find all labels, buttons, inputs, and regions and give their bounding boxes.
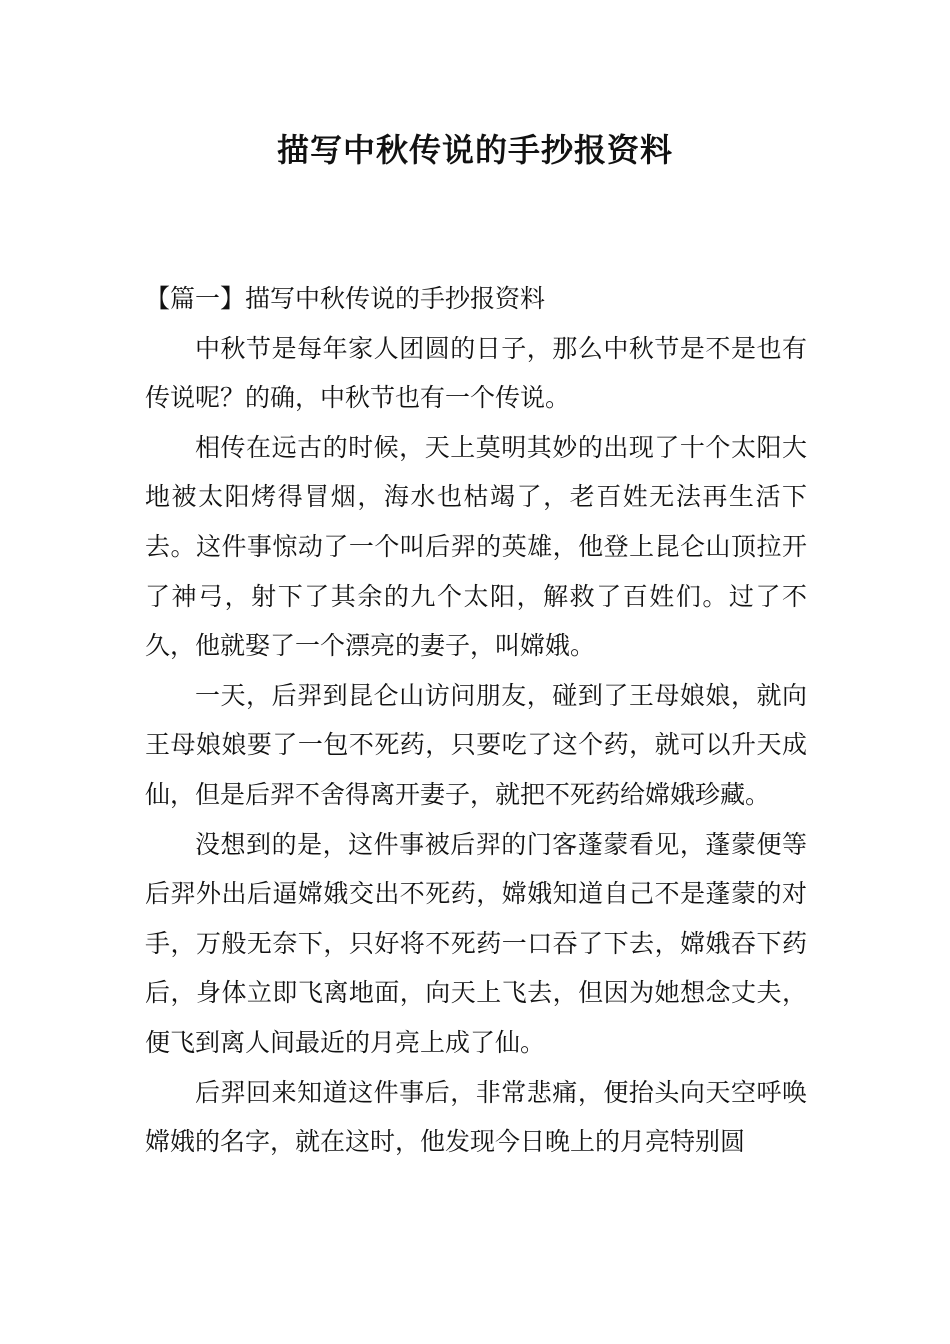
document-body bbox=[145, 274, 807, 1167]
paragraph: 中秋节是每年家人团圆的日子，那么中秋节是不是也有传说呢？的确，中秋节也有一个传说。 bbox=[145, 333, 807, 413]
paragraph: 没想到的是，这件事被后羿的门客蓬蒙看见，蓬蒙便等后羿外出后逼嫦娥交出不死药，嫦娥知道自己不是蓬蒙的对手，万般无奈下，只好将不死药一口吞了下去，嫦娥吞下药后，身体立即飞离地面，向天上飞去，但因为她想念丈夫，便飞到离人间最近的月亮上成了仙。 bbox=[145, 829, 807, 1057]
paragraph: 相传在远古的时候，天上莫明其妙的出现了十个太阳大地被太阳烤得冒烟，海水也枯竭了，老百姓无法再生活下去。这件事惊动了一个叫后羿的英雄，他登上昆仑山顶拉开了神弓，射下了其余的九个太阳，解救了百姓们。过了不久，他就娶了一个漂亮的妻子，叫嫦娥。 bbox=[145, 432, 807, 661]
paragraph: 一天，后羿到昆仑山访问朋友，碰到了王母娘娘，就向王母娘娘要了一包不死药，只要吃了这个药，就可以升天成仙，但是后羿不舍得离开妻子，就把不死药给嫦娥珍藏。 bbox=[145, 680, 807, 809]
page-title: 描写中秋传说的手抄报资料 bbox=[276, 131, 673, 169]
section-heading: 【篇一】描写中秋传说的手抄报资料 bbox=[145, 284, 546, 313]
paragraph: 后羿回来知道这件事后，非常悲痛，便抬头向天空呼唤嫦娥的名字，就在这时，他发现今日晚上的月亮特别圆 bbox=[145, 1077, 807, 1157]
